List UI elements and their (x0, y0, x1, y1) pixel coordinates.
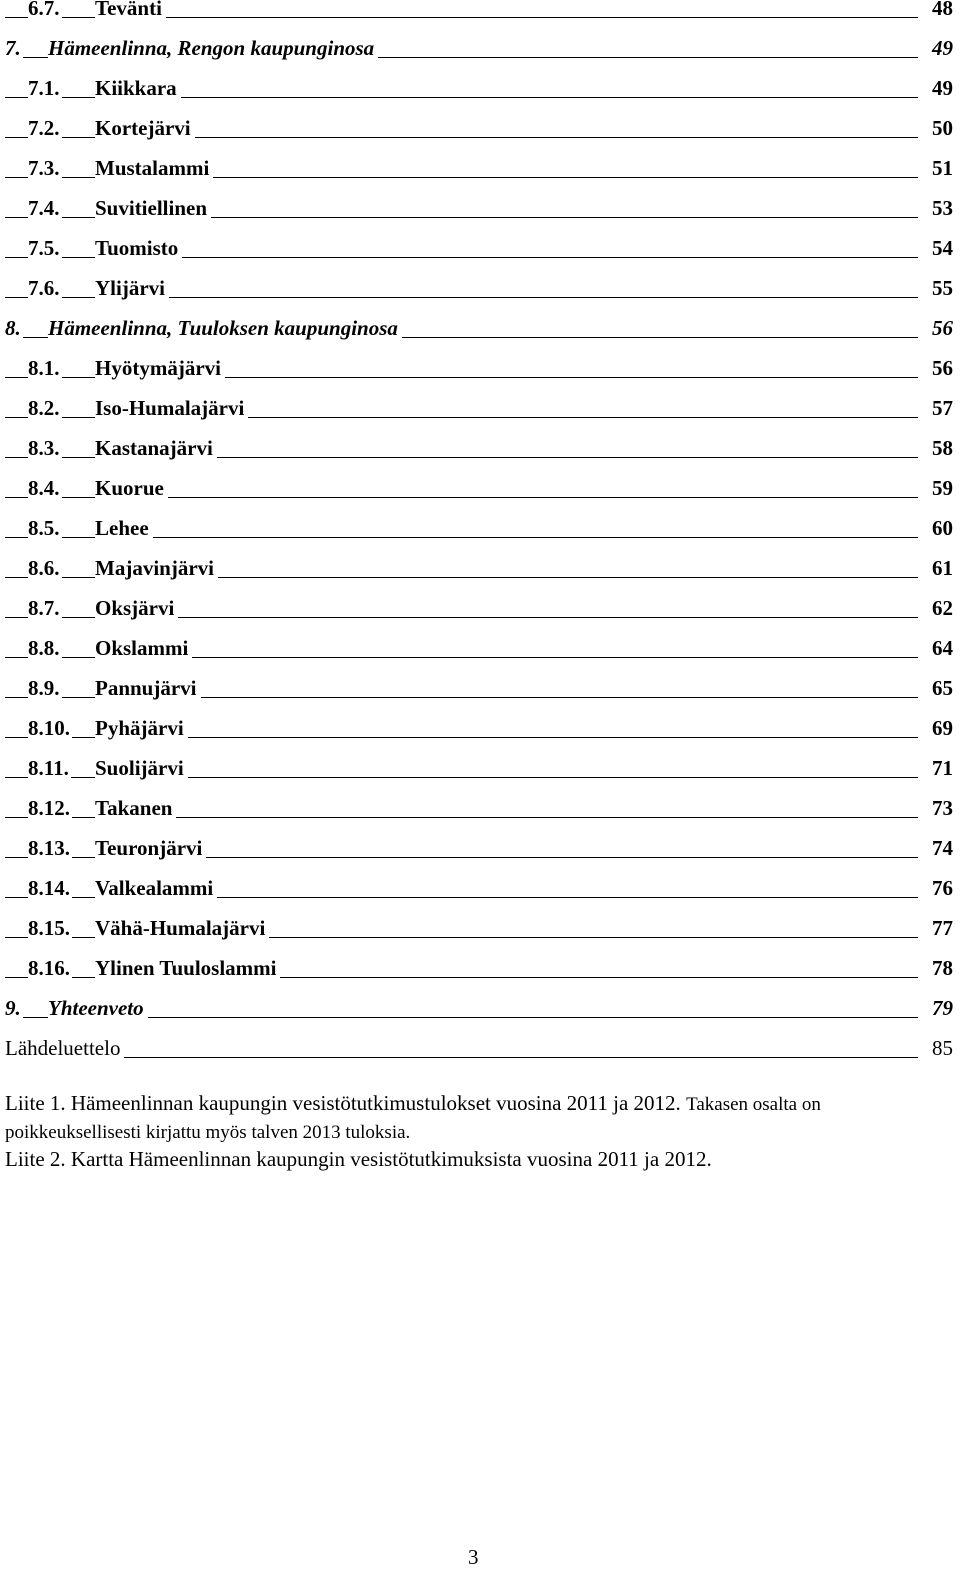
toc-entry[interactable] (5, 796, 953, 840)
toc-entry-page: 48 (932, 0, 953, 20)
toc-entry-title: Hämeenlinna, Tuuloksen kaupunginosa (48, 317, 402, 339)
toc-entry-page: 50 (932, 116, 953, 140)
toc-entry-page: 55 (932, 276, 953, 300)
toc-entry-page: 85 (932, 1036, 953, 1060)
toc-entry[interactable] (5, 556, 953, 600)
toc-entry-number: 7.5. (28, 236, 60, 260)
toc-entry[interactable] (5, 876, 953, 920)
toc-entry-page: 74 (932, 836, 953, 860)
appendix-2: Liite 2. Kartta Hämeenlinnan kaupungin vesistötutkimuksista vuosina 2011 ja 2012. (5, 1147, 712, 1171)
toc-entry-page: 59 (932, 476, 953, 500)
toc-entry[interactable] (5, 76, 953, 120)
toc-entry-title: Kastanajärvi (95, 437, 217, 459)
toc-entry-title: Kortejärvi (95, 117, 195, 139)
toc-entry-title: Iso-Humalajärvi (95, 397, 248, 419)
toc-entry[interactable] (5, 676, 953, 720)
toc-entry[interactable] (5, 356, 953, 400)
toc-entry-number: 8.10. (28, 716, 70, 740)
toc-entry-title: Mustalammi (95, 157, 213, 179)
toc-entry-page: 56 (932, 356, 953, 380)
toc-entry[interactable] (5, 0, 953, 40)
toc-entry-page: 73 (932, 796, 953, 820)
toc-entry-page: 76 (932, 876, 953, 900)
toc-entry-title: Yhteenveto (48, 997, 148, 1019)
toc-entry[interactable] (5, 476, 953, 520)
toc-entry[interactable] (5, 36, 953, 80)
toc-entry-page: 65 (932, 676, 953, 700)
appendix-1 (5, 1090, 945, 1146)
toc-entry-number: 7.3. (28, 156, 60, 180)
toc-entry-title: Pannujärvi (95, 677, 201, 699)
toc-entry-page: 51 (932, 156, 953, 180)
toc-entry-page: 54 (932, 236, 953, 260)
toc-entry-number: 8.6. (28, 556, 60, 580)
toc-entry[interactable] (5, 436, 953, 480)
toc-entry-number: 8.15. (28, 916, 70, 940)
toc-entry-page: 57 (932, 396, 953, 420)
appendix-list (5, 1090, 945, 1172)
toc-entry-page: 61 (932, 556, 953, 580)
toc-entry-page: 53 (932, 196, 953, 220)
toc-entry[interactable] (5, 156, 953, 200)
toc-entry-title: Teuronjärvi (95, 837, 206, 859)
table-of-contents (5, 0, 953, 1080)
page-number: 3 (468, 1545, 479, 1569)
toc-entry-number: 8.7. (28, 596, 60, 620)
toc-entry[interactable] (5, 756, 953, 800)
toc-entry-title: Suvitiellinen (95, 197, 211, 219)
toc-leader-line (5, 1057, 918, 1058)
toc-entry-title: Tevänti (95, 0, 166, 19)
toc-entry-title: Takanen (95, 797, 176, 819)
toc-entry[interactable] (5, 516, 953, 560)
toc-entry[interactable] (5, 956, 953, 1000)
toc-entry[interactable] (5, 996, 953, 1040)
toc-entry-title: Tuomisto (95, 237, 182, 259)
toc-entry-page: 71 (932, 756, 953, 780)
toc-entry[interactable] (5, 196, 953, 240)
toc-entry-title: Oksjärvi (95, 597, 178, 619)
toc-entry-number: 8.3. (28, 436, 60, 460)
toc-entry-number: 9. (5, 996, 21, 1020)
toc-entry-title: Okslammi (95, 637, 192, 659)
toc-entry[interactable] (5, 916, 953, 960)
toc-entry-page: 77 (932, 916, 953, 940)
toc-entry-page: 49 (932, 36, 953, 60)
toc-entry-title: Pyhäjärvi (95, 717, 188, 739)
toc-entry[interactable] (5, 116, 953, 160)
toc-entry-title: Ylijärvi (95, 277, 169, 299)
toc-entry-title: Lehee (95, 517, 153, 539)
toc-entry-number: 8.9. (28, 676, 60, 700)
toc-entry-number: 8.8. (28, 636, 60, 660)
toc-entry-title: Hyötymäjärvi (95, 357, 225, 379)
toc-entry-number: 7.2. (28, 116, 60, 140)
toc-entry[interactable] (5, 716, 953, 760)
toc-entry[interactable] (5, 636, 953, 680)
toc-entry-page: 56 (932, 316, 953, 340)
toc-entry-number: 8.1. (28, 356, 60, 380)
toc-entry-title: Vähä-Humalajärvi (95, 917, 269, 939)
toc-entry-number: 7.6. (28, 276, 60, 300)
toc-entry[interactable] (5, 396, 953, 440)
toc-entry[interactable] (5, 1036, 953, 1080)
toc-entry-number: 8. (5, 316, 21, 340)
toc-entry-number: 8.4. (28, 476, 60, 500)
toc-entry-page: 60 (932, 516, 953, 540)
toc-entry-title: Ylinen Tuuloslammi (95, 957, 280, 979)
toc-entry-number: 6.7. (28, 0, 62, 19)
toc-entry[interactable] (5, 596, 953, 640)
toc-entry-page: 69 (932, 716, 953, 740)
toc-entry-title: Valkealammi (95, 877, 217, 899)
toc-entry-page: 79 (932, 996, 953, 1020)
toc-entry-number: 7. (5, 36, 21, 60)
toc-entry-title: Kiikkara (95, 77, 181, 99)
toc-entry-title: Suolijärvi (95, 757, 188, 779)
toc-entry-page: 49 (932, 76, 953, 100)
toc-entry-title: Kuorue (95, 477, 168, 499)
toc-entry-page: 78 (932, 956, 953, 980)
toc-entry[interactable] (5, 836, 953, 880)
toc-entry[interactable] (5, 276, 953, 320)
toc-entry-number: 8.12. (28, 796, 70, 820)
toc-entry-page: 62 (932, 596, 953, 620)
toc-entry-page: 58 (932, 436, 953, 460)
appendix-1-title: Liite 1. Hämeenlinnan kaupungin vesistötutkimustulokset vuosina 2011 ja 2012. (5, 1091, 681, 1115)
toc-entry-number: 8.13. (28, 836, 70, 860)
toc-entry-title: Majavinjärvi (95, 557, 218, 579)
toc-entry-number: 8.5. (28, 516, 60, 540)
toc-entry-number: 7.1. (28, 76, 60, 100)
toc-entry-number: 8.16. (28, 956, 70, 980)
toc-entry[interactable] (5, 316, 953, 360)
toc-entry-number: 7.4. (28, 196, 60, 220)
toc-entry-title: Lähdeluettelo (5, 1037, 124, 1059)
appendix-1-note: Takasen osalta on poikkeuksellisesti kirjattu myös talven 2013 tuloksia. (5, 1094, 821, 1143)
toc-entry-number: 8.11. (28, 756, 69, 780)
toc-entry[interactable] (5, 236, 953, 280)
toc-entry-page: 64 (932, 636, 953, 660)
toc-entry-number: 8.14. (28, 876, 70, 900)
toc-entry-title: Hämeenlinna, Rengon kaupunginosa (48, 37, 378, 59)
toc-entry-number: 8.2. (28, 396, 60, 420)
